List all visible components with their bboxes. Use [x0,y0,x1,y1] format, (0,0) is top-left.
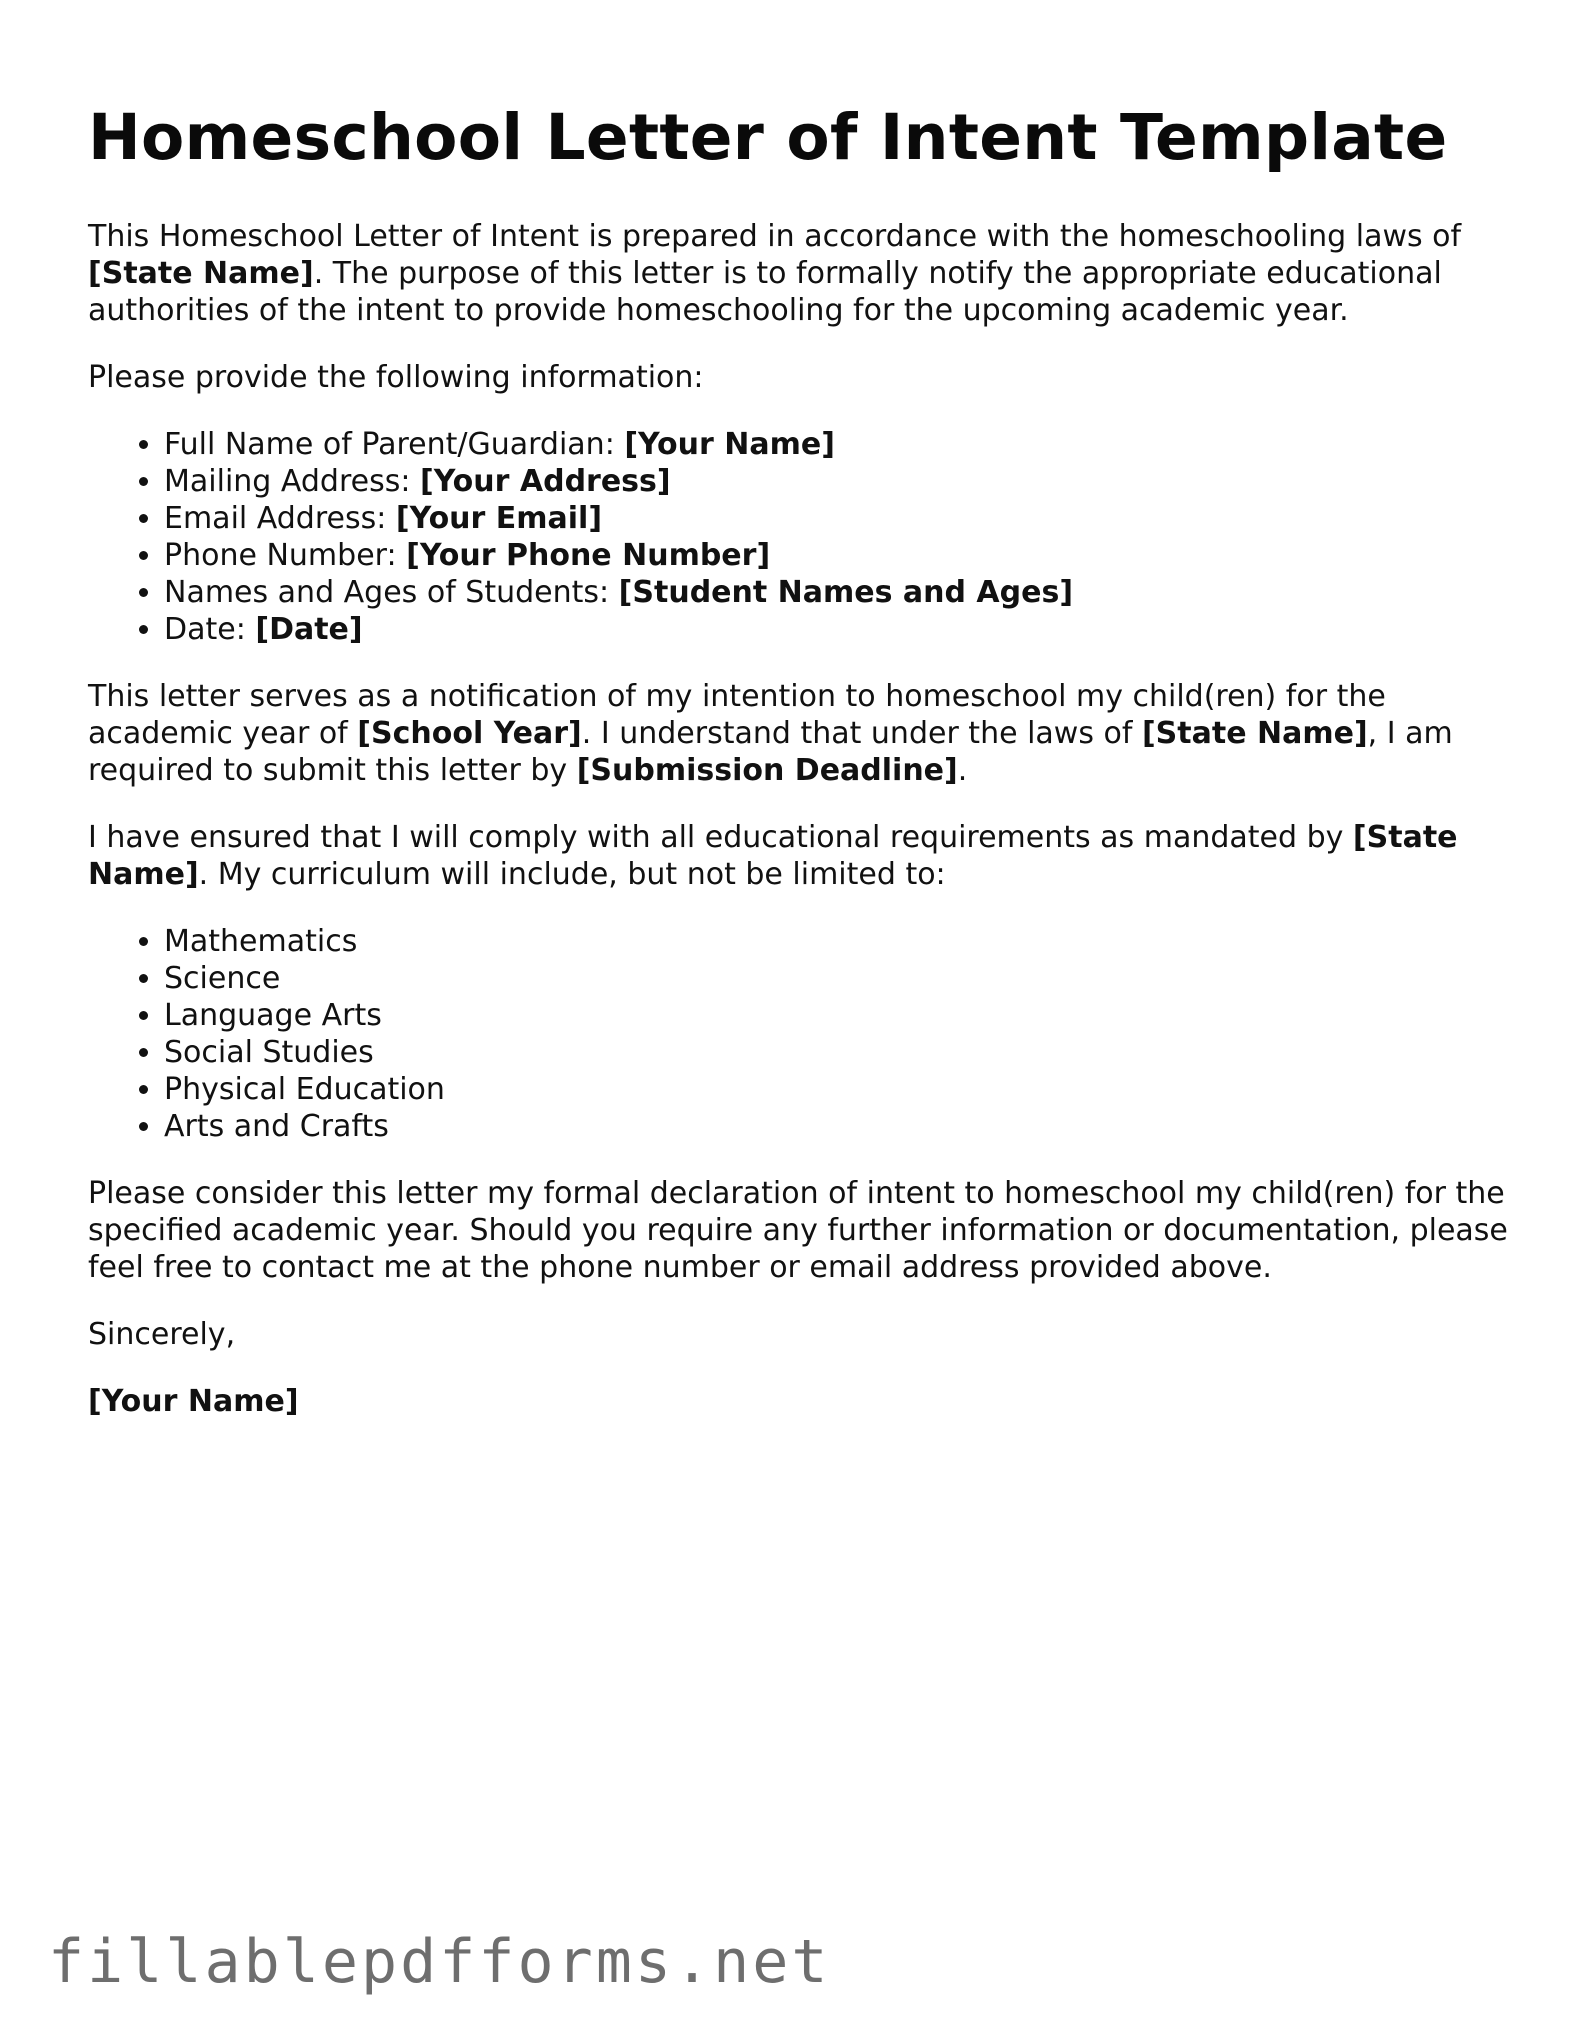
info-prompt: Please provide the following information: [88,359,704,395]
notification-text-2: . I understand that under the laws of [581,715,1142,751]
state-name-placeholder: [State Name] [88,819,1458,892]
list-item [164,426,1508,463]
list-item: • Science [164,960,1508,997]
school-year-placeholder: [School Year] [357,715,582,751]
info-value: [Your Address] [419,463,671,499]
list-item: • Physical Education [164,1071,1508,1108]
list-item [164,500,1508,537]
info-value: [Your Phone Number] [406,537,771,573]
info-label: Full Name of Parent/Guardian: [164,426,625,462]
info-value: [Student Names and Ages] [618,574,1074,610]
notification-text-1: This letter serves as a notification of my intention to homeschool my child(ren) for the academic year of [88,678,1386,751]
notification-paragraph [88,678,1508,789]
info-label: Mailing Address: [164,463,420,499]
info-label: Phone Number: [164,537,407,573]
list-item: • Arts and Crafts [164,1108,1508,1145]
signature-placeholder [88,1383,1508,1420]
list-item: • Mathematics [164,923,1508,960]
state-name-placeholder: [State Name] [88,255,314,291]
signoff: Sincerely, [88,1316,236,1352]
watermark: fillablepdfforms.net [48,1927,831,1997]
closing-paragraph: Please consider this letter my formal declaration of intent to homeschool my child(ren) for the specified academic year. Should you require any further information or documentation, please feel free to contact me at the phone number or email address provided above. [88,1175,1508,1285]
list-item [164,537,1508,574]
intro-text-1: This Homeschool Letter of Intent is prepared in accordance with the homeschooling laws of [88,218,1462,254]
info-value: [Your Email] [395,500,603,536]
info-list [88,426,1508,648]
letter-document [88,100,1508,1450]
intro-paragraph [88,218,1508,329]
compliance-paragraph [88,819,1508,893]
list-item: • Social Studies [164,1034,1508,1071]
list-item: • Language Arts [164,997,1508,1034]
notification-text-4: . [957,752,968,788]
curriculum-list [88,923,1508,1145]
signature-name: [Your Name] [88,1383,299,1419]
compliance-text-1: I have ensured that I will comply with all educational requirements as mandated by [88,819,1353,855]
info-label: Email Address: [164,500,396,536]
info-label: Date: [164,611,256,647]
list-item [164,463,1508,500]
notification-text-3: , I am required to submit this letter by [88,715,1453,788]
info-label: Names and Ages of Students: [164,574,619,610]
list-item [164,574,1508,611]
info-value: [Date] [255,611,363,647]
compliance-text-2: . My curriculum will include, but not be limited to: [198,856,946,892]
info-value: [Your Name] [624,426,835,462]
state-name-placeholder: [State Name] [1141,715,1368,751]
submission-deadline-placeholder: [Submission Deadline] [576,752,958,788]
page-title: Homeschool Letter of Intent Template [88,101,1448,174]
list-item [164,611,1508,648]
intro-text-2: . The purpose of this letter is to formally notify the appropriate educational authorities of the intent to provide homeschooling for the upcoming academic year. [88,255,1442,328]
